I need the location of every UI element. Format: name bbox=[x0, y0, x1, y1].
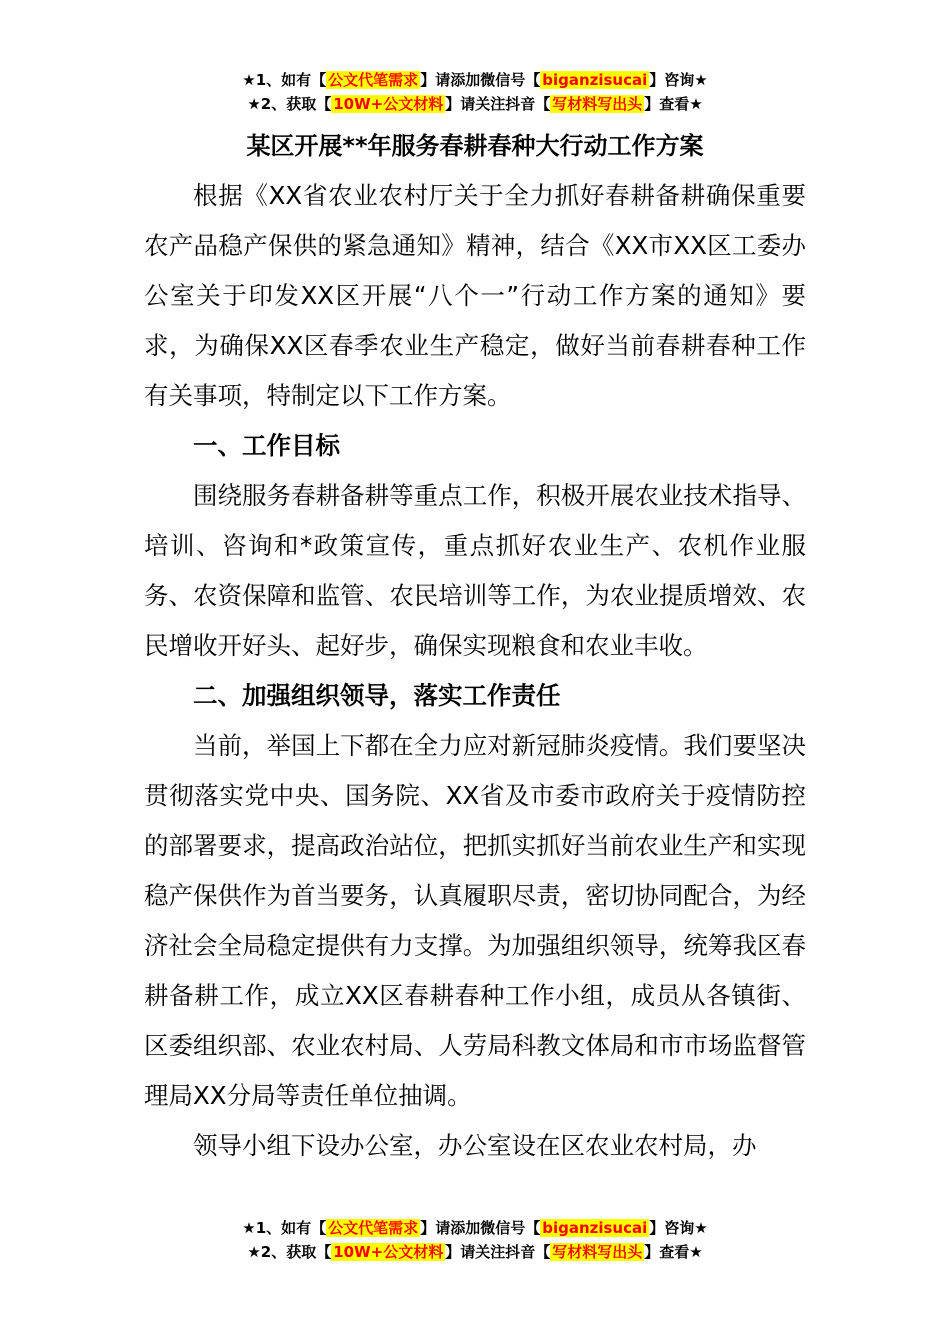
banner-highlight: 10W+公文材料 bbox=[333, 95, 444, 113]
footer-banner bbox=[0, 1216, 950, 1264]
banner-line-1 bbox=[0, 68, 950, 92]
banner-text: ★2、获取【 bbox=[247, 1243, 332, 1261]
banner-line-2 bbox=[0, 1240, 950, 1264]
banner-highlight: 10W+公文材料 bbox=[333, 1243, 444, 1261]
banner-text: 】查看★ bbox=[644, 95, 703, 113]
banner-highlight: biganzisucai bbox=[542, 1219, 648, 1237]
banner-line-1 bbox=[0, 1216, 950, 1240]
banner-highlight: 公文代笔需求 bbox=[328, 1219, 419, 1237]
section-heading: 二、加强组织领导，落实工作责任 bbox=[193, 681, 561, 710]
banner-text: 】请关注抖音【 bbox=[445, 1243, 551, 1261]
banner-text: 】请添加微信号【 bbox=[420, 1219, 541, 1237]
banner-line-2 bbox=[0, 92, 950, 116]
banner-highlight: 写材料写出头 bbox=[552, 1243, 643, 1261]
intro-paragraph: 根据《XX省农业农村厅关于全力抓好春耕备耕确保重要农产品稳产保供的紧急通知》精神，结合《XX市XX区工委办公室关于印发XX区开展“八个一”行动工作方案的通知》要求，为确保XX区春季农业生产稳定，做好当前春耕春种工作有关事项，特制定以下工作方案。 bbox=[144, 181, 806, 410]
banner-text: 】咨询★ bbox=[649, 71, 708, 89]
banner-highlight: 写材料写出头 bbox=[552, 95, 643, 113]
banner-text: ★1、如有【 bbox=[242, 71, 327, 89]
banner-text: 】咨询★ bbox=[649, 1219, 708, 1237]
banner-text: ★1、如有【 bbox=[242, 1219, 327, 1237]
body-paragraph: 围绕服务春耕备耕等重点工作，积极开展农业技术指导、培训、咨询和*政策宣传，重点抓好农业生产、农机作业服务、农资保障和监管、农民培训等工作，为农业提质增效、农民增收开好头、起好步，确保实现粮食和农业丰收。 bbox=[144, 481, 806, 660]
banner-text: ★2、获取【 bbox=[247, 95, 332, 113]
document-title: 某区开展**年服务春耕春种大行动工作方案 bbox=[246, 132, 704, 160]
banner-highlight: 公文代笔需求 bbox=[328, 71, 419, 89]
section-heading: 一、工作目标 bbox=[193, 431, 340, 460]
header-banner bbox=[0, 68, 950, 116]
banner-highlight: biganzisucai bbox=[542, 71, 648, 89]
body-paragraph: 当前，举国上下都在全力应对新冠肺炎疫情。我们要坚决贯彻落实党中央、国务院、XX省及市委市政府关于疫情防控的部署要求，提高政治站位，把抓实抓好当前农业生产和实现稳产保供作为首当要务，认真履职尽责，密切协同配合，为经济社会全局稳定提供有力支撑。为加强组织领导，统筹我区春耕备耕工作，成立XX区春耕春种工作小组，成员从各镇街、区委组织部、农业农村局、人劳局科教文体局和市市场监督管理局XX分局等责任单位抽调。 bbox=[144, 731, 806, 1110]
body-paragraph: 领导小组下设办公室，办公室设在区农业农村局，办 bbox=[193, 1131, 757, 1160]
banner-text: 】请添加微信号【 bbox=[420, 71, 541, 89]
banner-text: 】请关注抖音【 bbox=[445, 95, 551, 113]
banner-text: 】查看★ bbox=[644, 1243, 703, 1261]
document-body bbox=[144, 171, 806, 1171]
